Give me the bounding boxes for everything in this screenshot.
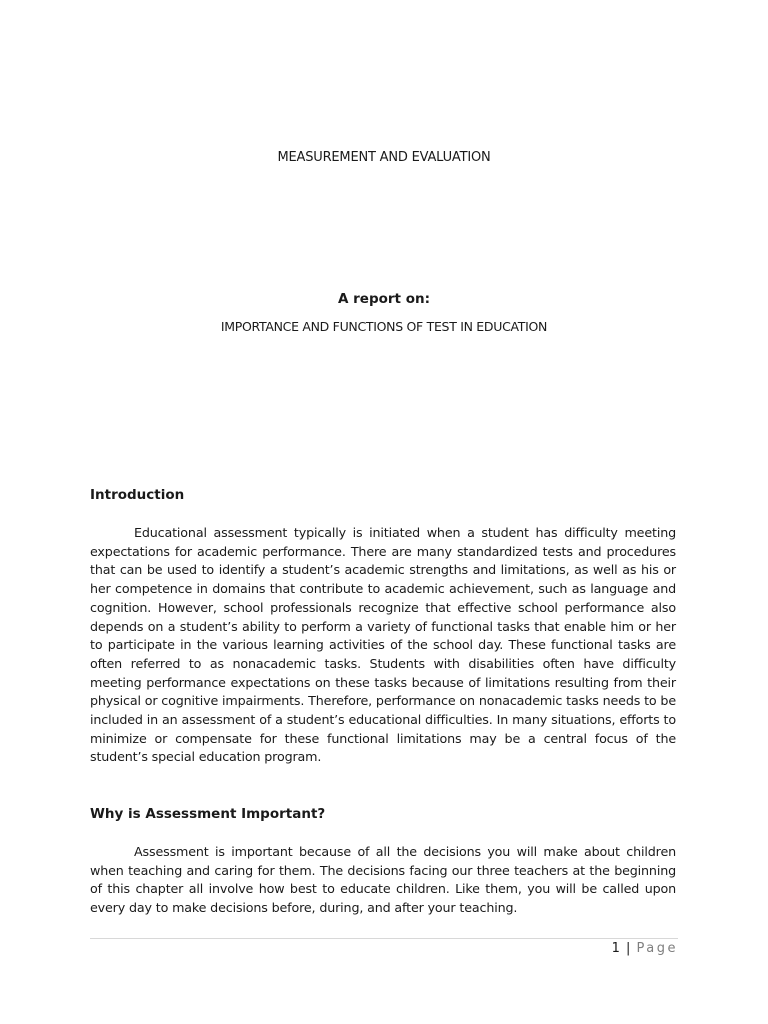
- section-heading-why-assessment: Why is Assessment Important?: [90, 806, 326, 822]
- page-label: Page: [636, 941, 678, 956]
- page-number: 1: [611, 941, 620, 956]
- report-subject: IMPORTANCE AND FUNCTIONS OF TEST IN EDUCATION: [220, 319, 548, 334]
- footer-separator: |: [625, 941, 631, 956]
- section-heading-introduction: Introduction: [90, 487, 185, 503]
- page-footer: [612, 941, 678, 956]
- why-assessment-paragraph: Assessment is important because of all the decisions you will make about children when teaching and caring for them. The decisions facing our three teachers at the beginning of this chapter all involve how best to educate children. Like them, you will be called upon every day to make decisions before, during, and after your teaching.: [90, 844, 676, 916]
- introduction-paragraph: Educational assessment typically is initiated when a student has difficulty meeting expectations for academic performance. There are many standardized tests and procedures that can be used to identify a student’s academic strengths and limitations, as well as his or her competence in domains that contribute to academic achievement, such as language and cognition. However, school professionals recognize that effective school performance also depends on a student’s ability to perform a variety of functional tasks that enable him or her to participate in the various learning activities of the school day. These functional tasks are often referred to as nonacademic tasks. Students with disabilities often have difficulty meeting performance expectations on these tasks because of limitations resulting from their physical or cognitive impairments. Therefore, performance on nonacademic tasks needs to be included in an assessment of a student’s educational difficulties. In many situations, efforts to minimize or compensate for these functional limitations may be a central focus of the student’s special education program.: [90, 525, 676, 765]
- document-title: MEASUREMENT AND EVALUATION: [277, 150, 491, 165]
- footer-divider: [90, 938, 678, 939]
- report-heading: A report on:: [338, 291, 430, 307]
